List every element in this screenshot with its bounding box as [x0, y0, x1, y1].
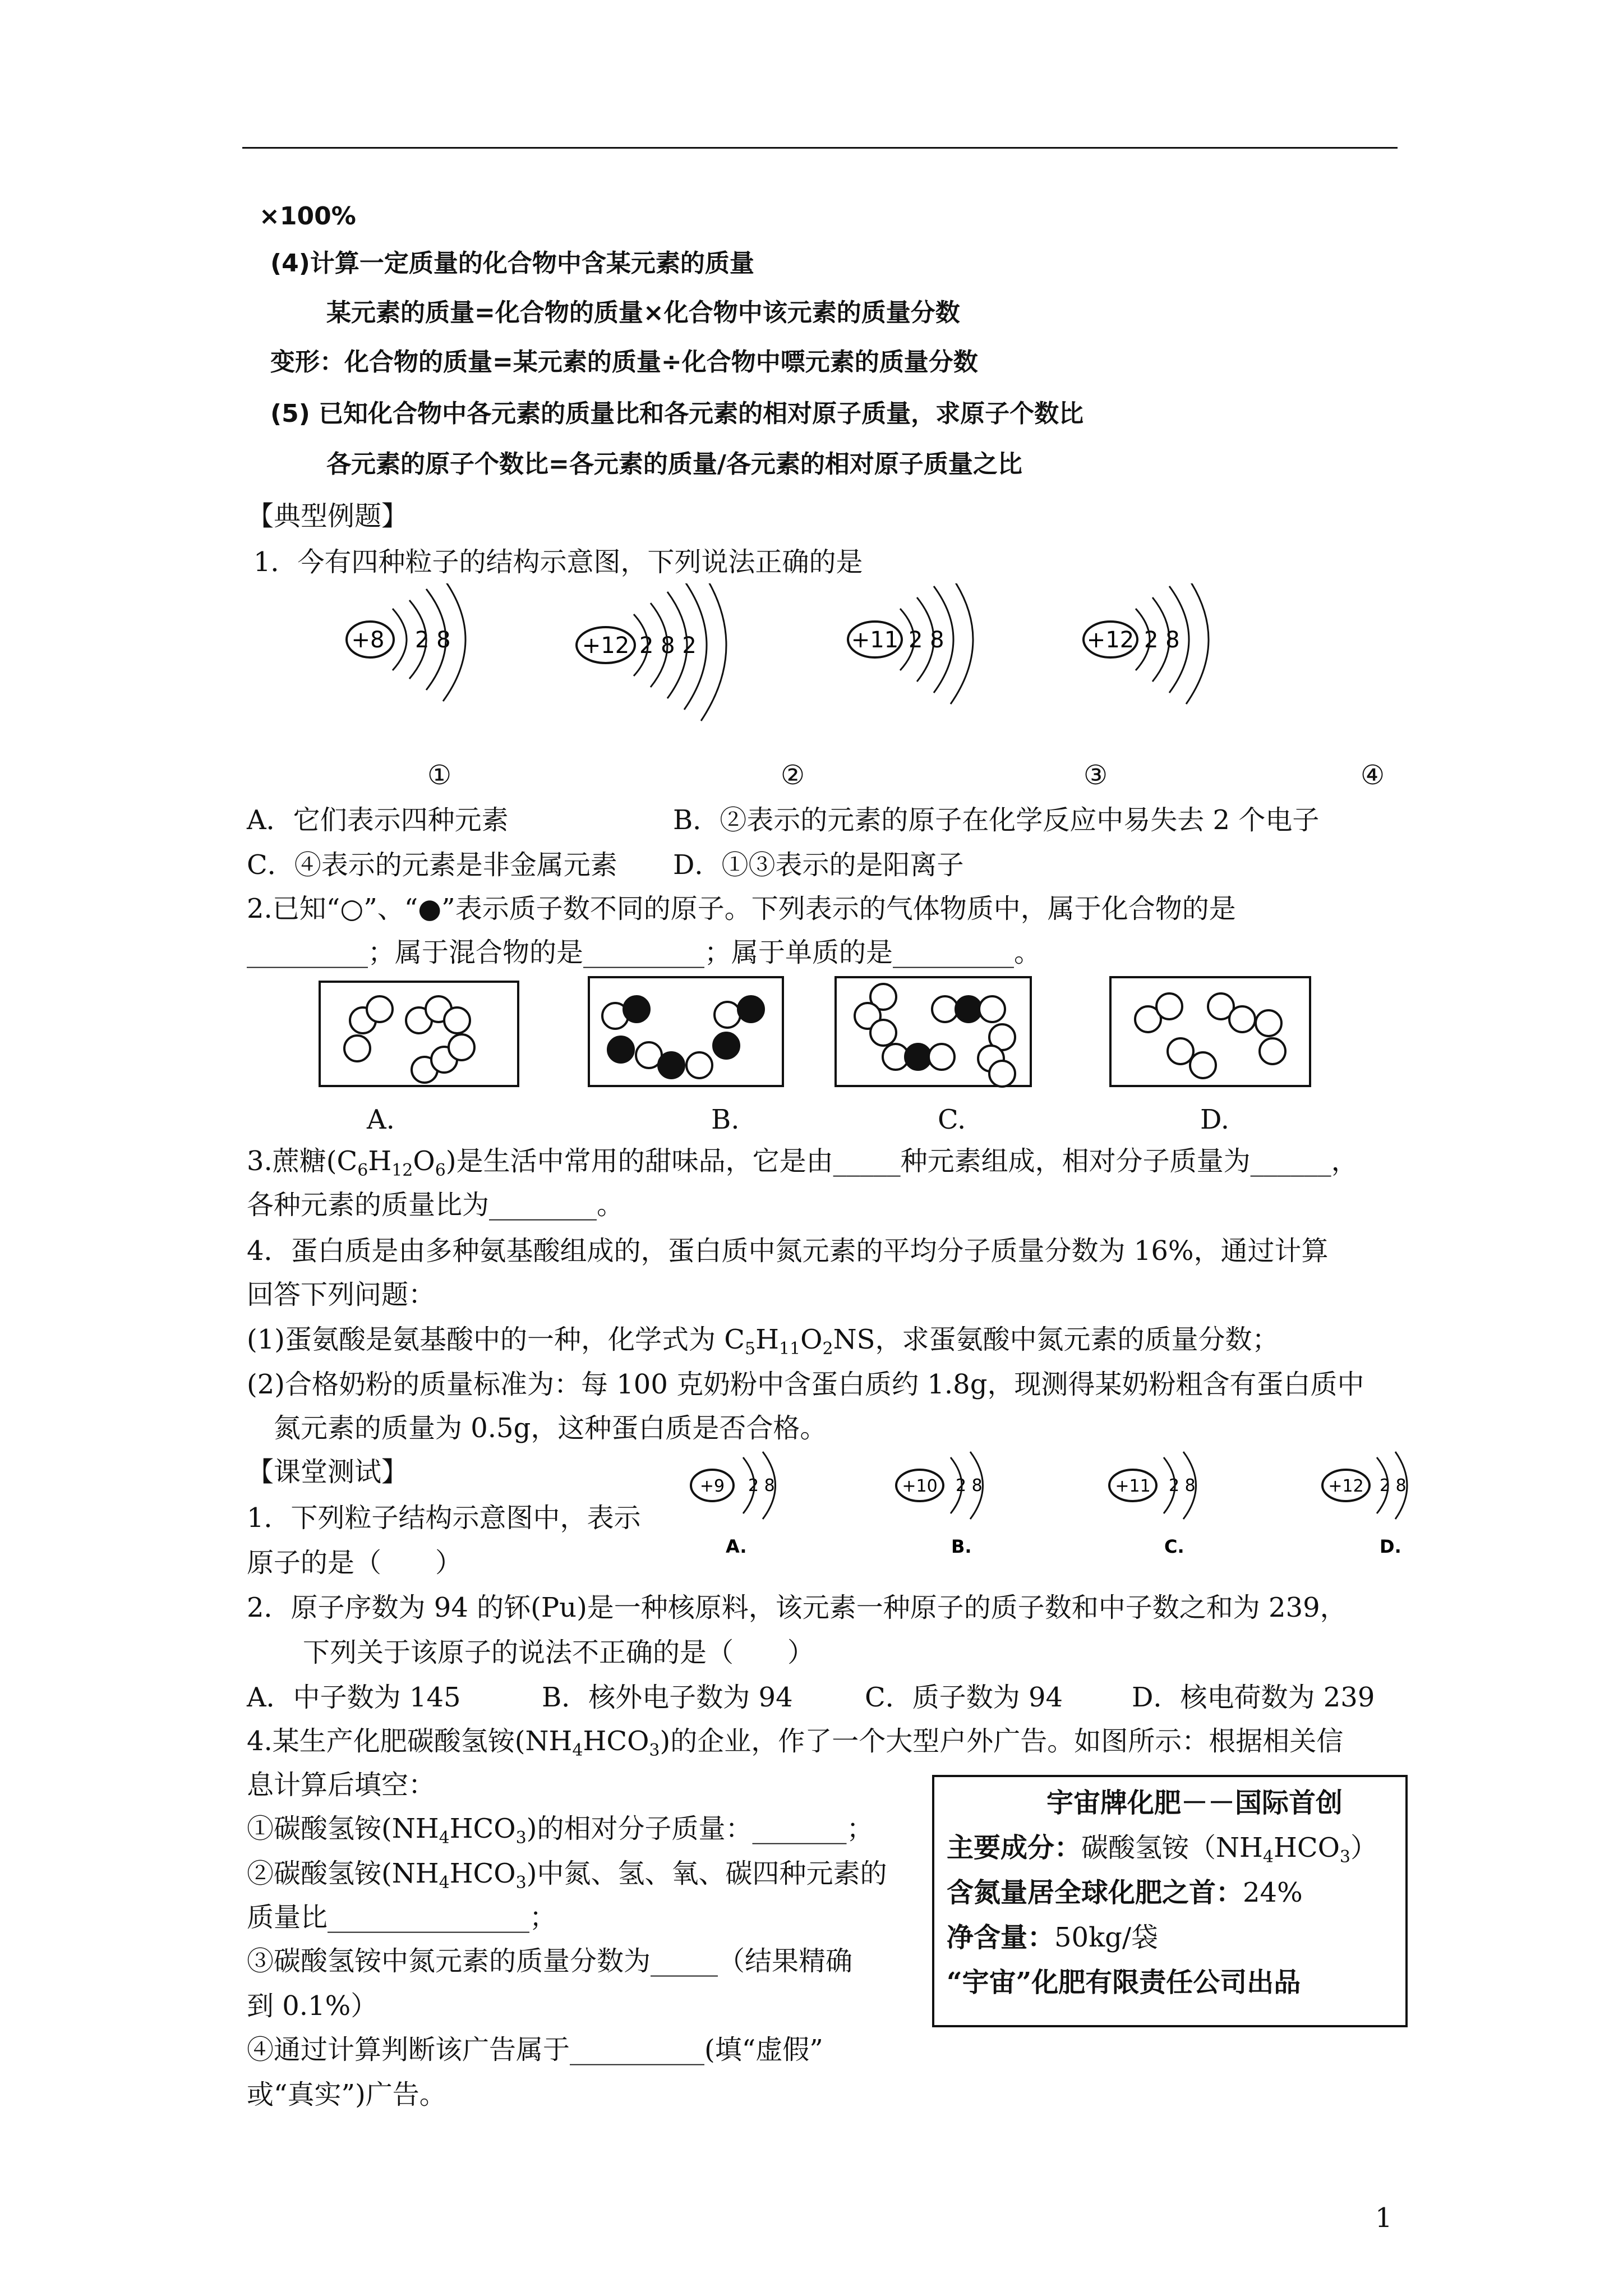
q4-line-5: 氮元素的质量为 0.5g，这种蛋白质是否合格。	[274, 1412, 827, 1444]
q1-label-4: ④	[1361, 760, 1385, 791]
ct-atom-b-nucleus: +10	[902, 1476, 938, 1496]
ad-net-weight: 净含量：50kg/袋	[947, 1922, 1159, 1953]
formula-line-5: (5) 已知化合物中各元素的质量比和各元素的相对原子质量，求原子个数比	[270, 399, 1084, 428]
ct-atom-b-shells: 2 8	[956, 1476, 983, 1496]
ct-q2-option-c: C．质子数为 94	[865, 1682, 1063, 1713]
atom-2-nucleus: +12	[582, 633, 630, 659]
ct-q4-item-1: ①碳酸氢铵$(NH_4HCO_3)$的相对分子质量：_______；	[247, 1813, 874, 1848]
q3-line-2: 各种元素的质量比为________。	[247, 1189, 624, 1221]
ct-q4-line-1: 4.某生产化肥碳酸氢铵$(NH_4HCO_3)$的企业，作了一个大型户外广告。如图所示：根据相关信	[247, 1726, 1344, 1760]
ad-nitrogen-content: 含氮量居全球化肥之首：24%	[947, 1877, 1303, 1908]
page-number: 1	[1375, 2202, 1393, 2234]
ct-atom-c-shells: 2 8	[1169, 1476, 1196, 1496]
molecule-box-d	[1109, 976, 1311, 1087]
q1-label-3: ③	[1083, 760, 1108, 791]
atom-2-shells: 2 8 2	[639, 633, 697, 659]
ct-atom-d	[1322, 1452, 1407, 1557]
q4-line-2: 回答下列问题：	[247, 1279, 436, 1310]
ct-q4-line-2: 息计算后填空：	[247, 1769, 436, 1801]
ct-q2-option-a: A．中子数为 145	[247, 1682, 461, 1713]
atom-3-shells: 2 8	[909, 627, 944, 653]
atom-diagrams-ct-q1	[645, 1447, 1430, 1565]
formula-line-2: (4)计算一定质量的化合物中含某元素的质量	[270, 249, 754, 278]
atom-4-nucleus: +12	[1086, 627, 1135, 653]
ct-atom-a	[691, 1452, 776, 1557]
q2-label-b: B.	[711, 1104, 740, 1135]
q4-line-4: (2)合格奶粉的质量标准为：每 100 克奶粉中含蛋白质约 1.8g，现测得某奶粉粗含有蛋白质中	[247, 1369, 1364, 1400]
ct-q2-line-2: 下列关于该原子的说法不正确的是（ ）	[303, 1637, 815, 1668]
atom-1	[347, 583, 465, 701]
typical-heading: 【典型例题】	[247, 500, 409, 532]
q1-option-b: B．②表示的元素的原子在化学反应中易失去 2 个电子	[673, 804, 1320, 836]
ct-atom-a-shells: 2 8	[748, 1476, 775, 1496]
ad-manufacturer: “宇宙”化肥有限责任公司出品	[947, 1967, 1301, 1998]
q3-line-1: 3.蔗糖$(C_6H_{12}O_6)$是生活中常用的甜味品，它是由_____种元素组成，相对分子质量为______，	[247, 1145, 1358, 1180]
atom-4	[1083, 583, 1209, 704]
header-rule	[242, 147, 1398, 149]
ct-q4-item-3: ③碳酸氢铵中氮元素的质量分数为_____（结果精确	[247, 1945, 853, 1977]
q4-line-1: 4．蛋白质是由多种氨基酸组成的，蛋白质中氮元素的平均分子质量分数为 16%，通过计算	[247, 1235, 1329, 1267]
ct-q2-option-d: D．核电荷数为 239	[1132, 1682, 1375, 1713]
atom-3-nucleus: +11	[851, 627, 899, 653]
atom-4-shells: 2 8	[1144, 627, 1180, 653]
ad-title: 宇宙牌化肥－－国际首创	[1046, 1787, 1343, 1819]
molecule-box-a	[319, 981, 519, 1087]
q1-label-1: ①	[427, 760, 452, 791]
ct-atom-d-nucleus: +12	[1328, 1476, 1364, 1496]
ct-q2-line-1: 2．原子序数为 94 的钚(Pu)是一种核原料，该元素一种原子的质子数和中子数之和为 239，	[247, 1592, 1347, 1623]
ad-main-ingredient: 主要成分：碳酸氢铵$(NH_4HCO_3)$	[947, 1832, 1378, 1867]
ct-atom-a-label: A.	[726, 1536, 747, 1557]
fertilizer-ad-box	[932, 1775, 1408, 2027]
q2-line-1: 2.已知“○”、“●”表示质子数不同的原子。下列表示的气体物质中，属于化合物的是	[247, 893, 1236, 924]
formula-line-6: 各元素的原子个数比=各元素的质量/各元素的相对原子质量之比	[326, 450, 1022, 478]
q1-label-2: ②	[781, 760, 805, 791]
ct-atom-a-nucleus: +9	[699, 1476, 725, 1496]
classtest-heading: 【课堂测试】	[247, 1456, 409, 1488]
ct-atom-d-shells: 2 8	[1380, 1476, 1407, 1496]
ct-atom-b	[896, 1452, 983, 1557]
formula-line-4: 变形：化合物的质量=某元素的质量÷化合物中嘌元素的质量分数	[270, 348, 978, 376]
molecule-box-c	[834, 976, 1032, 1087]
q2-label-a: A.	[367, 1104, 395, 1135]
ct-atom-d-label: D.	[1380, 1536, 1401, 1557]
ct-q4-item-4: ④通过计算判断该广告属于__________(填“虚假”	[247, 2034, 823, 2065]
formula-line-1: ×100%	[259, 202, 356, 231]
ct-q1-line-1: 1．下列粒子结构示意图中，表示	[247, 1502, 641, 1534]
formula-line-3: 某元素的质量=化合物的质量×化合物中该元素的质量分数	[326, 298, 960, 327]
ct-q4-item-3-cont: 到 0.1%）	[247, 1990, 378, 2022]
q1-option-d: D．①③表示的是阳离子	[673, 849, 964, 881]
q2-label-d: D.	[1200, 1104, 1230, 1135]
ct-q1-line-2: 原子的是（ ）	[247, 1547, 463, 1579]
q1-stem: 1．今有四种粒子的结构示意图，下列说法正确的是	[253, 546, 863, 578]
ct-q4-item-2-cont: 质量比_______________；	[247, 1902, 557, 1933]
q1-option-a: A．它们表示四种元素	[247, 804, 509, 836]
atom-1-shells: 2 8	[415, 627, 451, 653]
atom-1-nucleus: +8	[351, 627, 385, 653]
ct-q2-option-b: B．核外电子数为 94	[542, 1682, 793, 1713]
q2-label-c: C.	[938, 1104, 966, 1135]
ct-atom-b-label: B.	[951, 1536, 972, 1557]
q4-line-3: (1)蛋氨酸是氨基酸中的一种，化学式为 $C_5H_{11}O_2NS$，求蛋氨酸中氮元素的质量分数；	[247, 1324, 1279, 1359]
ct-atom-c	[1109, 1452, 1196, 1557]
ct-q4-item-4-cont: 或“真实”)广告。	[247, 2079, 446, 2110]
molecule-box-b	[588, 976, 784, 1087]
atom-2	[577, 583, 726, 721]
q1-option-c: C．④表示的元素是非金属元素	[247, 849, 617, 881]
ct-atom-c-label: C.	[1164, 1536, 1184, 1557]
atom-diagrams-q1	[314, 583, 1380, 746]
q2-line-2: _________；属于混合物的是_________；属于单质的是_________。	[247, 937, 1041, 968]
ct-q4-item-2: ②碳酸氢铵$(NH_4HCO_3)$中氮、氢、氧、碳四种元素的	[247, 1858, 887, 1893]
ct-atom-c-nucleus: +11	[1115, 1476, 1151, 1496]
atom-3	[848, 583, 973, 704]
